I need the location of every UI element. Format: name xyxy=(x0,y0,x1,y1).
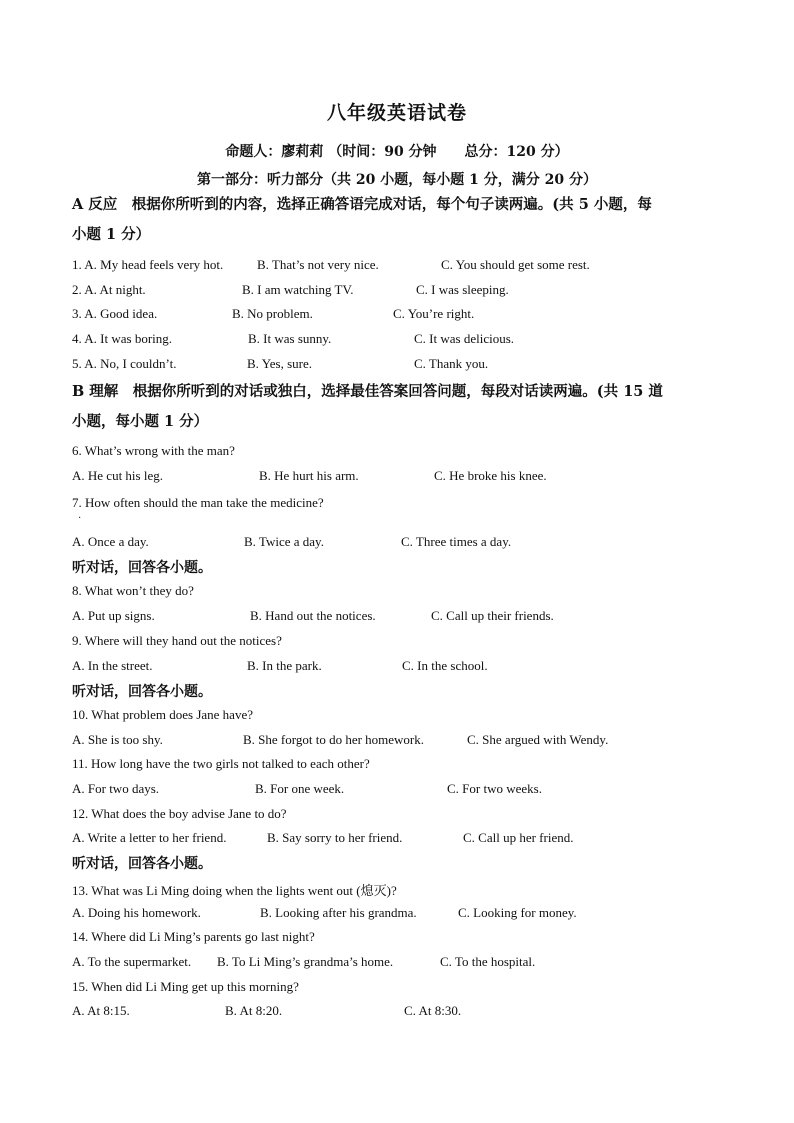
question-13: 13. What was Li Ming doing when the lights went out (熄灭)? xyxy=(72,883,397,898)
question-1-option-a: 1. A. My head feels very hot. xyxy=(72,257,224,272)
question-13-option-b: B. Looking after his grandma. xyxy=(260,905,417,920)
question-10-option-a: A. She is too shy. xyxy=(72,732,163,747)
question-13-option-c: C. Looking for money. xyxy=(458,905,577,920)
question-8-option-a: A. Put up signs. xyxy=(72,608,155,623)
question-14-option-a: A. To the supermarket. xyxy=(72,954,192,969)
question-15-option-c: C. At 8:30. xyxy=(404,1003,462,1018)
question-7-option-c: C. Three times a day. xyxy=(401,534,512,549)
question-14-option-c: C. To the hospital. xyxy=(440,954,536,969)
question-5-option-b: B. Yes, sure. xyxy=(247,356,313,371)
question-6-option-c: C. He broke his knee. xyxy=(434,468,547,483)
section-a-instruction: A 反应 根据你所听到的内容，选择正确答语完成对话，每个句子读两遍。(共 5 小题，每 小题 1 分） xyxy=(72,196,652,243)
question-4-option-c: C. It was delicious. xyxy=(414,331,515,346)
question-12-option-b: B. Say sorry to her friend. xyxy=(267,830,403,845)
question-5-option-a: 5. A. No, I couldn’t. xyxy=(72,356,177,371)
question-5-option-c: C. Thank you. xyxy=(414,356,489,371)
stray-mark: · xyxy=(78,513,82,524)
question-4-option-a: 4. A. It was boring. xyxy=(72,331,173,346)
question-1-option-c: C. You should get some rest. xyxy=(441,257,590,272)
question-2-option-a: 2. A. At night. xyxy=(72,282,146,297)
page-title: 八年级英语试卷 xyxy=(326,102,467,124)
exam-info: 命题人：廖莉莉 （时间：90 分钟 总分：120 分） xyxy=(225,144,569,160)
question-10: 10. What problem does Jane have? xyxy=(72,707,253,722)
subheading-2: 听对话，回答各小题。 xyxy=(72,684,212,700)
question-8-option-c: C. Call up their friends. xyxy=(431,608,554,623)
question-11-option-b: B. For one week. xyxy=(255,781,345,796)
question-11: 11. How long have the two girls not talked to each other? xyxy=(72,756,370,771)
question-6-option-a: A. He cut his leg. xyxy=(72,468,163,483)
question-14: 14. Where did Li Ming’s parents go last night? xyxy=(72,929,315,944)
question-9: 9. Where will they hand out the notices? xyxy=(72,633,282,648)
question-12-option-a: A. Write a letter to her friend. xyxy=(72,830,227,845)
question-2-option-b: B. I am watching TV. xyxy=(242,282,354,297)
question-9-option-a: A. In the street. xyxy=(72,658,153,673)
section-b-instruction: B 理解 根据你所听到的对话或独白，选择最佳答案回答问题，每段对话读两遍。(共 15 道 小题，每小题 1 分） xyxy=(72,383,663,430)
question-4-option-b: B. It was sunny. xyxy=(248,331,332,346)
subheading-3: 听对话，回答各小题。 xyxy=(72,856,212,872)
question-12: 12. What does the boy advise Jane to do? xyxy=(72,806,287,821)
question-7-option-a: A. Once a day. xyxy=(72,534,149,549)
question-12-option-c: C. Call up her friend. xyxy=(463,830,574,845)
question-2-option-c: C. I was sleeping. xyxy=(416,282,509,297)
question-11-option-c: C. For two weeks. xyxy=(447,781,542,796)
question-10-option-b: B. She forgot to do her homework. xyxy=(243,732,425,747)
question-7: 7. How often should the man take the medicine? xyxy=(72,495,324,510)
question-3-option-c: C. You’re right. xyxy=(393,306,475,321)
question-15-option-b: B. At 8:20. xyxy=(225,1003,283,1018)
question-13-option-a: A. Doing his homework. xyxy=(72,905,201,920)
question-9-option-b: B. In the park. xyxy=(247,658,322,673)
question-6-option-b: B. He hurt his arm. xyxy=(259,468,359,483)
question-11-option-a: A. For two days. xyxy=(72,781,160,796)
question-7-option-b: B. Twice a day. xyxy=(244,534,324,549)
question-10-option-c: C. She argued with Wendy. xyxy=(467,732,609,747)
question-1-option-b: B. That’s not very nice. xyxy=(257,257,379,272)
part-heading: 第一部分：听力部分（共 20 小题，每小题 1 分，满分 20 分） xyxy=(197,172,597,188)
question-8: 8. What won’t they do? xyxy=(72,583,194,598)
question-9-option-c: C. In the school. xyxy=(402,658,488,673)
subheading-1: 听对话，回答各小题。 xyxy=(72,560,212,576)
question-15-option-a: A. At 8:15. xyxy=(72,1003,130,1018)
question-3-option-a: 3. A. Good idea. xyxy=(72,306,158,321)
question-14-option-b: B. To Li Ming’s grandma’s home. xyxy=(217,954,394,969)
question-3-option-b: B. No problem. xyxy=(232,306,313,321)
question-15: 15. When did Li Ming get up this morning? xyxy=(72,979,299,994)
question-6: 6. What’s wrong with the man? xyxy=(72,443,235,458)
question-8-option-b: B. Hand out the notices. xyxy=(250,608,376,623)
